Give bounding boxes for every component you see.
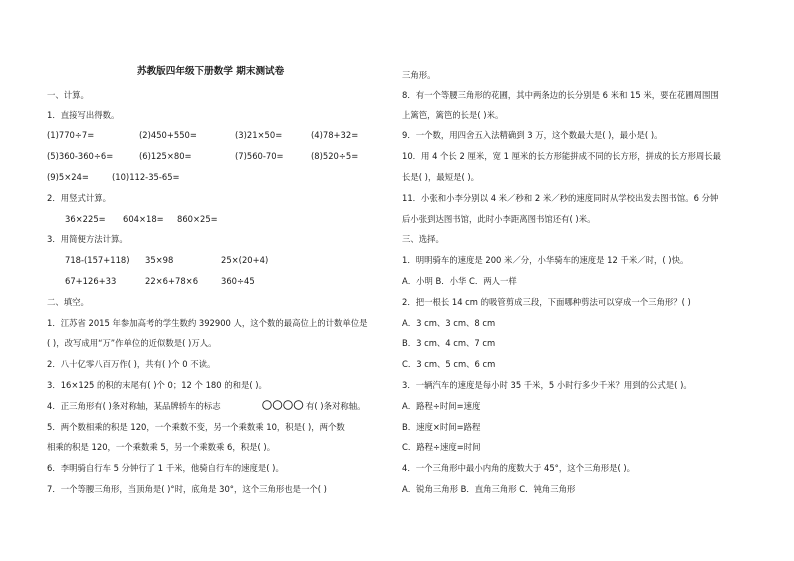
choice-option: A．3 cm、3 cm、8 cm	[402, 318, 496, 328]
fill-question: 2．八十亿零八百万作( )，共有( )个 0 不读。	[47, 359, 216, 369]
fill-question: 7．一个等腰三角形，当顶角是( )°时，底角是 30°，这个三角形也是一个( )	[47, 484, 327, 494]
section-heading-calc: 一、计算。	[47, 90, 89, 100]
choice-question: 2．把一根长 14 cm 的吸管剪成三段，下面哪种剪法可以穿成一个三角形？( )	[402, 297, 691, 307]
fill-question-continued: 三角形。	[402, 70, 436, 80]
fill-question: 6．李明骑自行车 5 分钟行了 1 千米，他骑自行车的速度是( )。	[47, 463, 284, 473]
question-vertical: 2．用竖式计算。	[47, 193, 111, 203]
section-heading-choice: 三、选择。	[402, 234, 444, 244]
section-heading-fill: 二、填空。	[47, 297, 89, 307]
choice-options: A．小明 B．小华 C．两人一样	[402, 276, 517, 286]
calc-item: (4)78+32=	[311, 130, 359, 140]
page-title: 苏教版四年级下册数学 期末测试卷	[137, 66, 285, 77]
simple-item: 25×(20+4)	[221, 255, 269, 265]
fill-question: 5．两个数相乘的积是 120，一个乘数不变，另一个乘数乘 10，积是( )，两个数	[47, 422, 345, 432]
fill-question: 后小张到达图书馆，此时小李距离图书馆还有( )米。	[402, 214, 596, 224]
fill-question: 长是( )，最短是( )。	[402, 172, 480, 182]
calc-item: (10)112-35-65=	[112, 172, 180, 182]
calc-item: (7)560-70=	[235, 151, 284, 161]
simple-item: 35×98	[145, 255, 174, 265]
question-simple: 3．用简便方法计算。	[47, 234, 128, 244]
fill-question: 10．用 4 个长 2 厘米，宽 1 厘米的长方形能拼成不同的长方形，拼成的长方形周长最	[402, 151, 721, 161]
calc-item: (9)5×24=	[47, 172, 89, 182]
choice-options: A．锐角三角形 B．直角三角形 C．钝角三角形	[402, 484, 576, 494]
question-direct: 1．直接写出得数。	[47, 110, 120, 120]
choice-option: C．路程÷速度=时间	[402, 442, 481, 452]
calc-item: (1)770÷7=	[47, 130, 95, 140]
fill-question: 4．正三角形有( )条对称轴，某品牌轿车的标志	[47, 401, 221, 411]
calc-item: (2)450+550=	[139, 130, 197, 140]
fill-question: 11．小张和小李分别以 4 米／秒和 2 米／秒的速度同时从学校出发去图书馆。6 分钟	[402, 193, 719, 203]
calc-item: (8)520÷5=	[311, 151, 359, 161]
vertical-item: 36×225=	[65, 214, 106, 224]
vertical-item: 604×18=	[123, 214, 164, 224]
choice-option: B．3 cm、4 cm、7 cm	[402, 338, 496, 348]
choice-question: 4．一个三角形中最小内角的度数大于 45°，这个三角形是( )。	[402, 463, 636, 473]
fill-question: 相乘的积是 120，一个乘数乘 5，另一个乘数乘 6，积是( )。	[47, 442, 276, 452]
calc-item: (6)125×80=	[139, 151, 192, 161]
fill-question: ( )，改写成用“万”作单位的近似数是( )万人。	[47, 338, 217, 348]
simple-item: 22×6+78×6	[145, 276, 199, 286]
calc-item: (5)360-360÷6=	[47, 151, 114, 161]
choice-option: C．3 cm、5 cm、6 cm	[402, 359, 496, 369]
simple-item: 718-(157+118)	[65, 255, 130, 265]
choice-question: 1．明明骑车的速度是 200 米／分，小华骑车的速度是 12 千米／时，( )快。	[402, 255, 689, 265]
choice-option: B．速度×时间=路程	[402, 422, 481, 432]
four-rings-icon	[261, 400, 305, 410]
calc-item: (3)21×50=	[235, 130, 283, 140]
fill-question: 上篱笆，篱笆的长是( )米。	[402, 110, 504, 120]
fill-question: 1．江苏省 2015 年参加高考的学生数约 392900 人，这个数的最高位上的计数单位是	[47, 318, 368, 328]
fill-question: 有( )条对称轴。	[306, 401, 366, 411]
vertical-item: 860×25=	[177, 214, 218, 224]
simple-item: 67+126+33	[65, 276, 117, 286]
simple-item: 360÷45	[221, 276, 255, 286]
fill-question: 8．有一个等腰三角形的花圃，其中两条边的长分别是 6 米和 15 米，要在花圃周围围	[402, 90, 719, 100]
choice-option: A．路程÷时间=速度	[402, 401, 481, 411]
fill-question: 3．16×125 的积的末尾有( )个 0；12 个 180 的和是( )。	[47, 380, 267, 390]
fill-question: 9．一个数，用四舍五入法精确到 3 万，这个数最大是( )，最小是( )。	[402, 130, 663, 140]
choice-question: 3．一辆汽车的速度是每小时 35 千米，5 小时行多少千米？用到的公式是( )。	[402, 380, 692, 390]
